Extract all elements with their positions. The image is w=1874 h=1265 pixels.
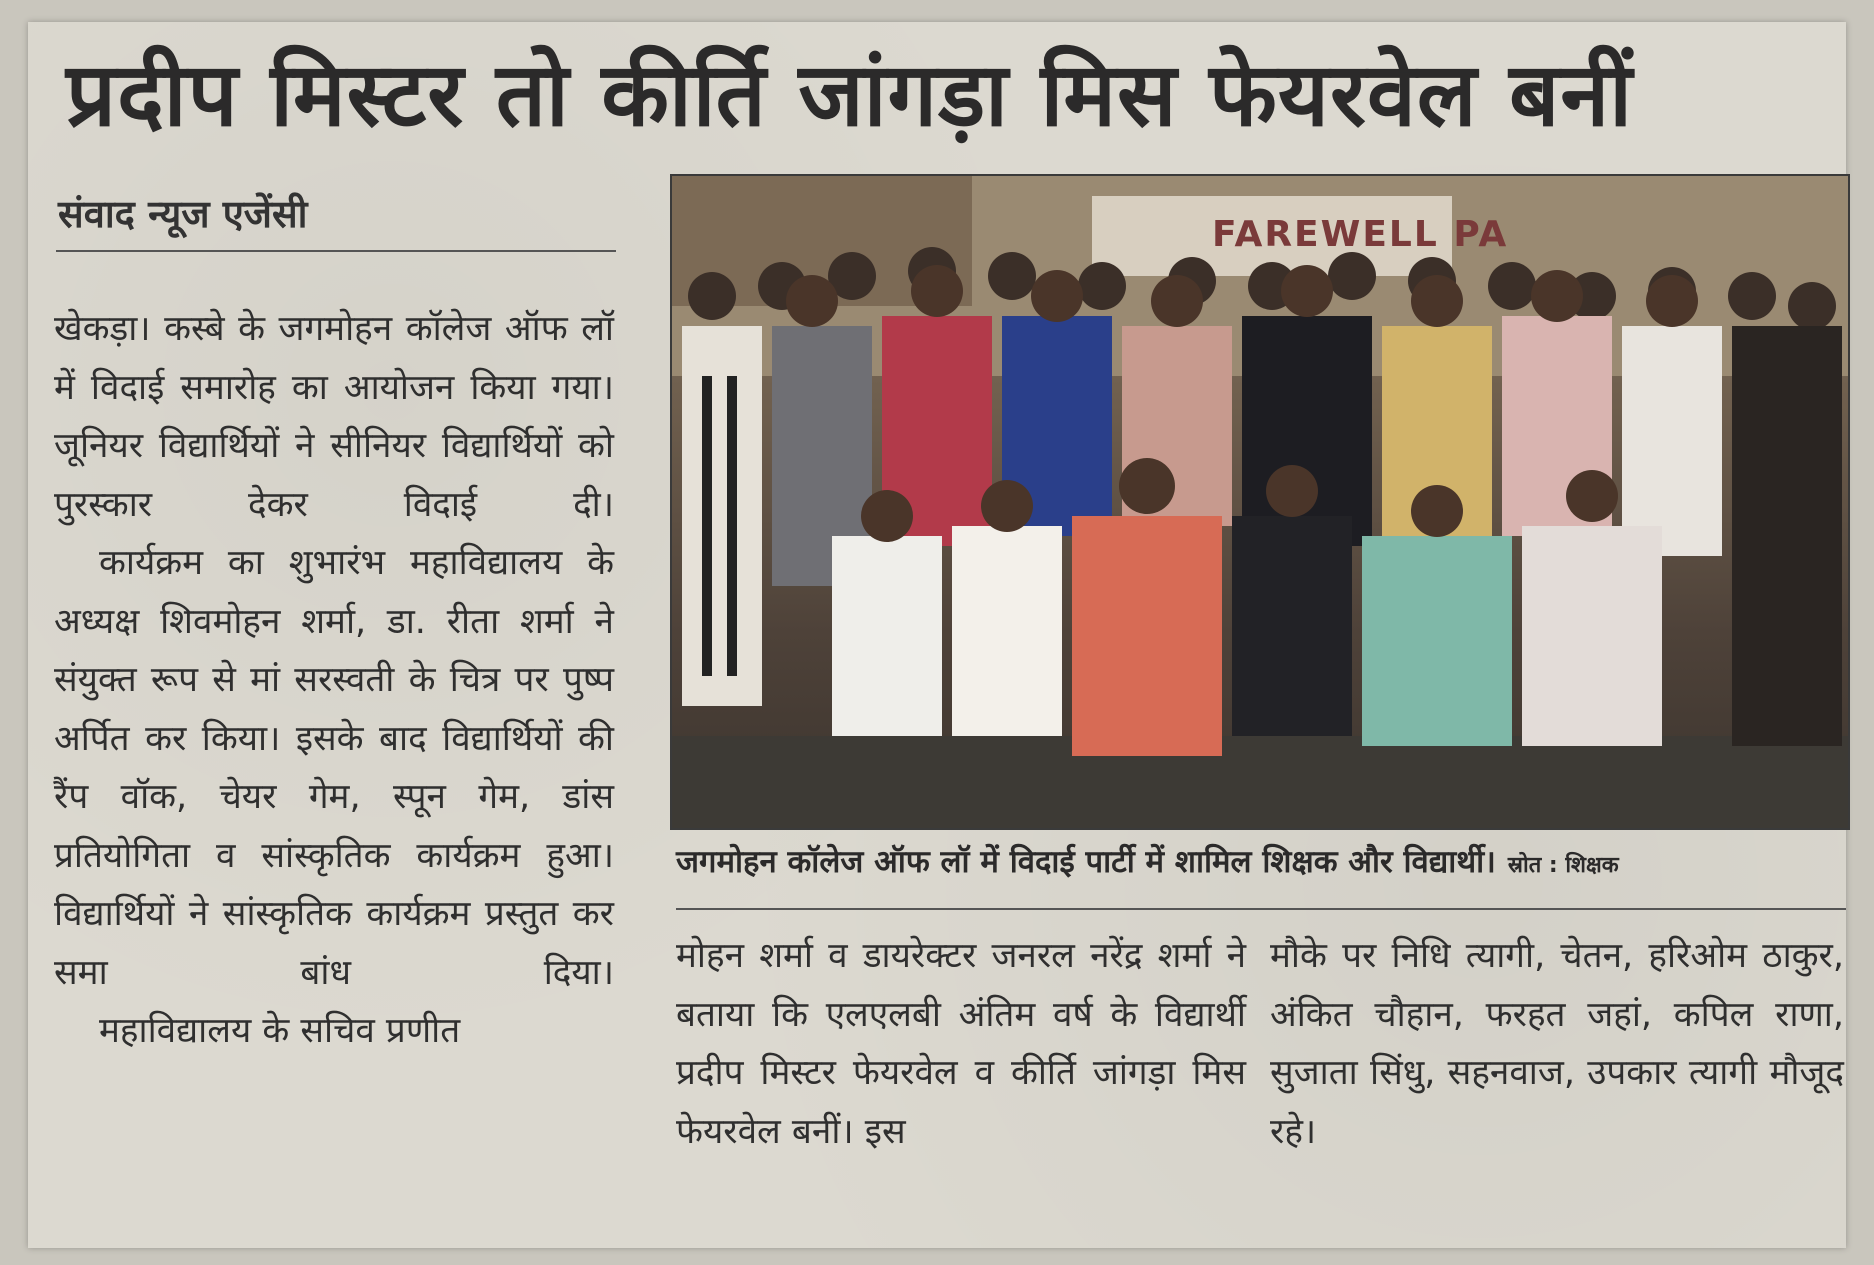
photo-caption-source: स्रोत : शिक्षक — [1507, 853, 1619, 878]
article-column-1 — [54, 300, 614, 1061]
caption-divider — [676, 908, 1846, 910]
article-paragraph-2: कार्यक्रम का शुभारंभ महाविद्यालय के अध्यक्ष शिवमोहन शर्मा, डा. रीता शर्मा ने संयुक्त रूप से मां सरस्वती के चित्र पर पुष्प अर्पित कर किया। इसके बाद विद्यार्थियों की रैंप वॉक, चेयर गेम, स्पून गेम, डांस प्रतियोगिता व सांस्कृतिक कार्यक्रम हुआ। विद्यार्थियों ने सांस्कृतिक कार्यक्रम प्रस्तुत कर समा बांध दिया। — [54, 543, 614, 993]
article-column-2 — [676, 927, 1246, 1161]
article-column-3 — [1270, 927, 1844, 1161]
article-column-2-text: मोहन शर्मा व डायरेक्टर जनरल नरेंद्र शर्मा ने बताया कि एलएलबी अंतिम वर्ष के विद्यार्थी प्रदीप मिस्टर फेयरवेल व कीर्ति जांगड़ा मिस फेयरवेल बनीं। इस — [676, 936, 1246, 1152]
group-photo-illustration — [672, 176, 1848, 828]
byline-divider — [56, 250, 616, 252]
article-byline: संवाद न्यूज एजेंसी — [58, 192, 308, 236]
newspaper-clipping — [28, 22, 1846, 1248]
photo-banner-text: FAREWELL PA — [1212, 214, 1509, 255]
photo-caption-text: जगमोहन कॉलेज ऑफ लॉ में विदाई पार्टी में शामिल शिक्षक और विद्यार्थी। — [676, 844, 1496, 880]
photo-caption — [676, 840, 1848, 882]
article-headline: प्रदीप मिस्टर तो कीर्ति जांगड़ा मिस फेयरवेल बनीं — [66, 43, 1634, 146]
group-photo — [670, 174, 1850, 830]
article-paragraph-1: खेकड़ा। कस्बे के जगमोहन कॉलेज ऑफ लॉ में विदाई समारोह का आयोजन किया गया। जूनियर विद्यार्थियों ने सीनियर विद्यार्थियों को पुरस्कार देकर विदाई दी। — [54, 309, 614, 525]
article-paragraph-3: महाविद्यालय के सचिव प्रणीत — [99, 1011, 461, 1051]
article-column-3-text: मौके पर निधि त्यागी, चेतन, हरिओम ठाकुर, अंकित चौहान, फरहत जहां, कपिल राणा, सुजाता सिंधु, सहनवाज, उपकार त्यागी मौजूद रहे। — [1270, 936, 1844, 1152]
